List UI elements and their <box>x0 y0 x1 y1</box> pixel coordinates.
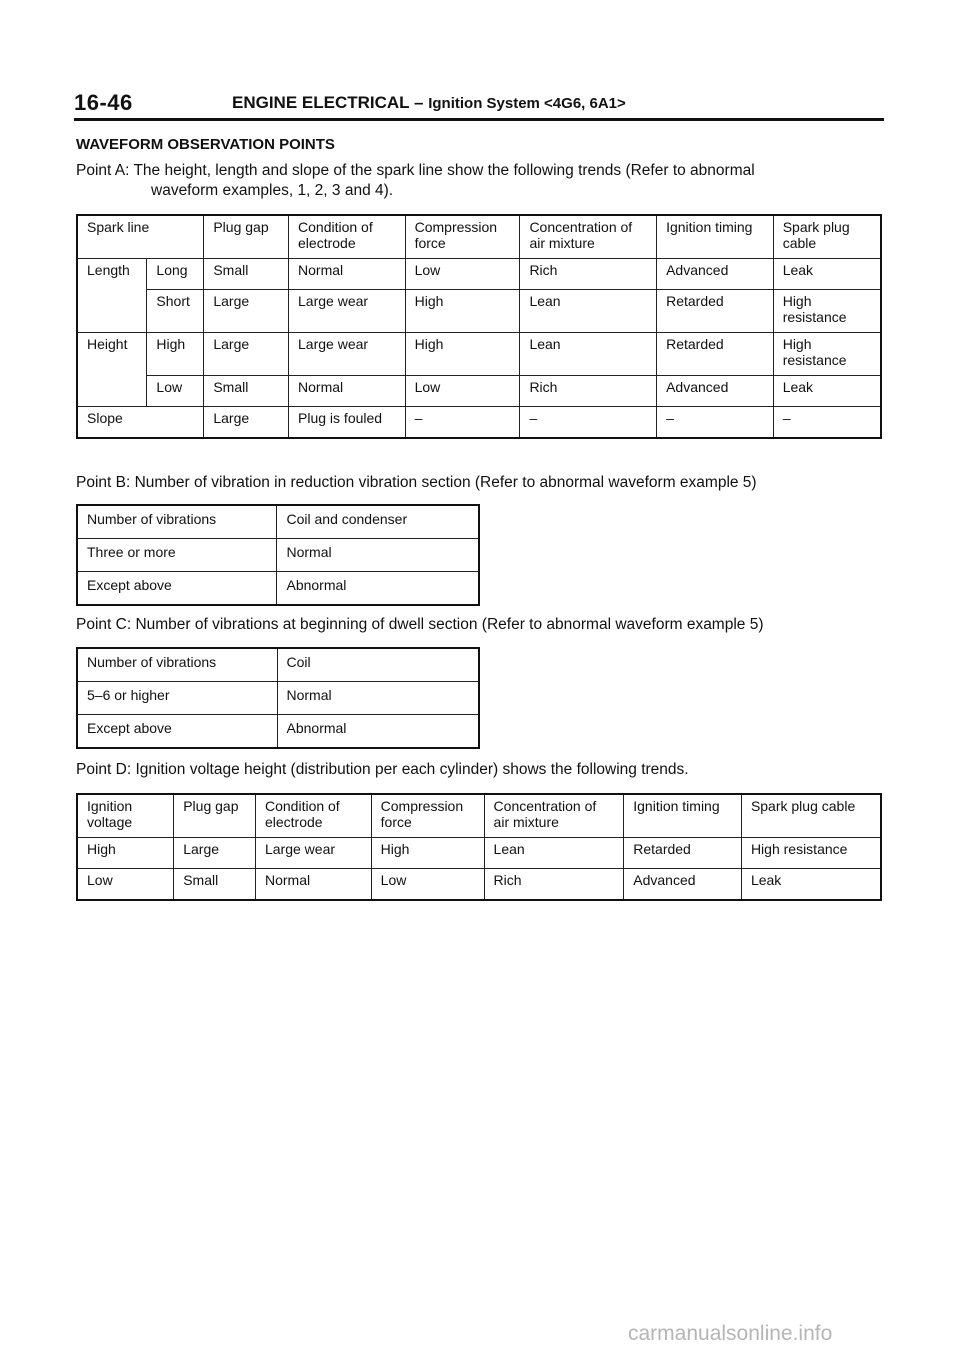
watermark: carmanualsonline.info <box>628 1322 833 1345</box>
table-row <box>77 572 479 606</box>
table-cell: High resistance <box>773 290 881 333</box>
row-group-label: Length <box>77 259 147 333</box>
table-cell: Long <box>147 259 204 290</box>
table-cell: Lean <box>520 333 657 376</box>
table-cell: Large <box>174 838 256 869</box>
table-cell: Low <box>77 869 174 901</box>
table-cell: High <box>405 333 520 376</box>
table-row <box>77 539 479 572</box>
header-cell: Number of vibrations <box>77 505 277 539</box>
point-b-text: Point B: Number of vibration in reduction vibration section (Refer to abnormal waveform example 5) <box>76 474 757 491</box>
header-cell: Spark line <box>77 215 204 259</box>
point-d-table <box>76 793 882 901</box>
header-cell: Ignition timing <box>657 215 774 259</box>
table-cell: Advanced <box>657 259 774 290</box>
table-cell: Small <box>204 259 289 290</box>
table-cell: Three or more <box>77 539 277 572</box>
header-cell: Condition of electrode <box>255 794 371 838</box>
table-cell: Large <box>204 333 289 376</box>
header-cell: Ignition timing <box>624 794 742 838</box>
table-cell: – <box>405 407 520 439</box>
table-cell: Large wear <box>255 838 371 869</box>
table-cell: Large <box>204 407 289 439</box>
header-cell: Ignition voltage <box>77 794 174 838</box>
table-cell: Large <box>204 290 289 333</box>
row-group-label: Height <box>77 333 147 407</box>
table-cell: Normal <box>289 376 406 407</box>
header-cell: Plug gap <box>174 794 256 838</box>
table-cell: High <box>77 838 174 869</box>
table-cell: Abnormal <box>277 572 479 606</box>
table-cell: Leak <box>773 376 881 407</box>
table-row <box>77 376 881 407</box>
table-cell: Retarded <box>657 290 774 333</box>
table-cell: Except above <box>77 572 277 606</box>
page-header <box>74 90 884 116</box>
point-a-line2: waveform examples, 1, 2, 3 and 4). <box>151 182 394 199</box>
table-row <box>77 715 479 749</box>
table-cell: Rich <box>520 376 657 407</box>
table-row <box>77 407 881 439</box>
page-number: 16-46 <box>74 90 133 115</box>
title-dash: – <box>414 93 424 112</box>
table-cell: Small <box>174 869 256 901</box>
table-cell: Plug is fouled <box>289 407 406 439</box>
header-cell: Concentration of air mixture <box>520 215 657 259</box>
table-cell: High resistance <box>741 838 881 869</box>
header-cell: Number of vibrations <box>77 648 277 682</box>
table-row <box>77 259 881 290</box>
section-subtitle: Ignition System <4G6, 6A1> <box>428 95 626 112</box>
table-cell: 5–6 or higher <box>77 682 277 715</box>
table-cell: Low <box>147 376 204 407</box>
table-cell: Low <box>405 259 520 290</box>
header-cell: Spark plug cable <box>773 215 881 259</box>
table-cell: – <box>657 407 774 439</box>
page-title <box>232 93 626 113</box>
table-cell: High resistance <box>773 333 881 376</box>
table-header-row <box>77 505 479 539</box>
table-cell: Normal <box>255 869 371 901</box>
table-cell: Normal <box>289 259 406 290</box>
header-cell: Spark plug cable <box>741 794 881 838</box>
table-header-row <box>77 794 881 838</box>
table-cell: Large wear <box>289 333 406 376</box>
table-cell: Advanced <box>657 376 774 407</box>
point-d-text: Point D: Ignition voltage height (distribution per each cylinder) shows the following trends. <box>76 761 689 778</box>
header-rule <box>74 118 884 121</box>
header-cell: Compression force <box>371 794 484 838</box>
table-header-row <box>77 215 881 259</box>
point-c-text: Point C: Number of vibrations at beginning of dwell section (Refer to abnormal waveform example 5) <box>76 616 764 633</box>
table-row <box>77 333 881 376</box>
point-a-text <box>76 161 755 201</box>
table-cell: High <box>405 290 520 333</box>
point-a-line1: Point A: The height, length and slope of the spark line show the following trends (Refer to abnormal <box>76 162 755 179</box>
table-cell: Advanced <box>624 869 742 901</box>
table-row <box>77 838 881 869</box>
table-cell: Small <box>204 376 289 407</box>
point-c-table <box>76 647 480 749</box>
header-cell: Compression force <box>405 215 520 259</box>
table-cell: Lean <box>520 290 657 333</box>
header-cell: Coil <box>277 648 479 682</box>
table-cell: – <box>520 407 657 439</box>
table-cell: Slope <box>77 407 204 439</box>
table-cell: Low <box>405 376 520 407</box>
table-cell: – <box>773 407 881 439</box>
table-cell: Short <box>147 290 204 333</box>
table-header-row <box>77 648 479 682</box>
table-cell: High <box>147 333 204 376</box>
table-cell: High <box>371 838 484 869</box>
header-cell: Concentration of air mixture <box>484 794 624 838</box>
table-cell: Normal <box>277 539 479 572</box>
table-cell: Leak <box>741 869 881 901</box>
header-cell: Coil and condenser <box>277 505 479 539</box>
header-cell: Plug gap <box>204 215 289 259</box>
table-cell: Leak <box>773 259 881 290</box>
section-heading: WAVEFORM OBSERVATION POINTS <box>76 136 335 153</box>
table-cell: Rich <box>520 259 657 290</box>
table-cell: Abnormal <box>277 715 479 749</box>
table-row <box>77 290 881 333</box>
table-cell: Large wear <box>289 290 406 333</box>
table-cell: Retarded <box>657 333 774 376</box>
table-cell: Normal <box>277 682 479 715</box>
table-cell: Low <box>371 869 484 901</box>
spark-line-table <box>76 214 882 439</box>
table-row <box>77 682 479 715</box>
point-b-table <box>76 504 480 606</box>
header-cell: Condition of electrode <box>289 215 406 259</box>
table-cell: Lean <box>484 838 624 869</box>
chapter-title: ENGINE ELECTRICAL <box>232 93 410 112</box>
table-cell: Except above <box>77 715 277 749</box>
table-cell: Retarded <box>624 838 742 869</box>
table-cell: Rich <box>484 869 624 901</box>
table-row <box>77 869 881 901</box>
